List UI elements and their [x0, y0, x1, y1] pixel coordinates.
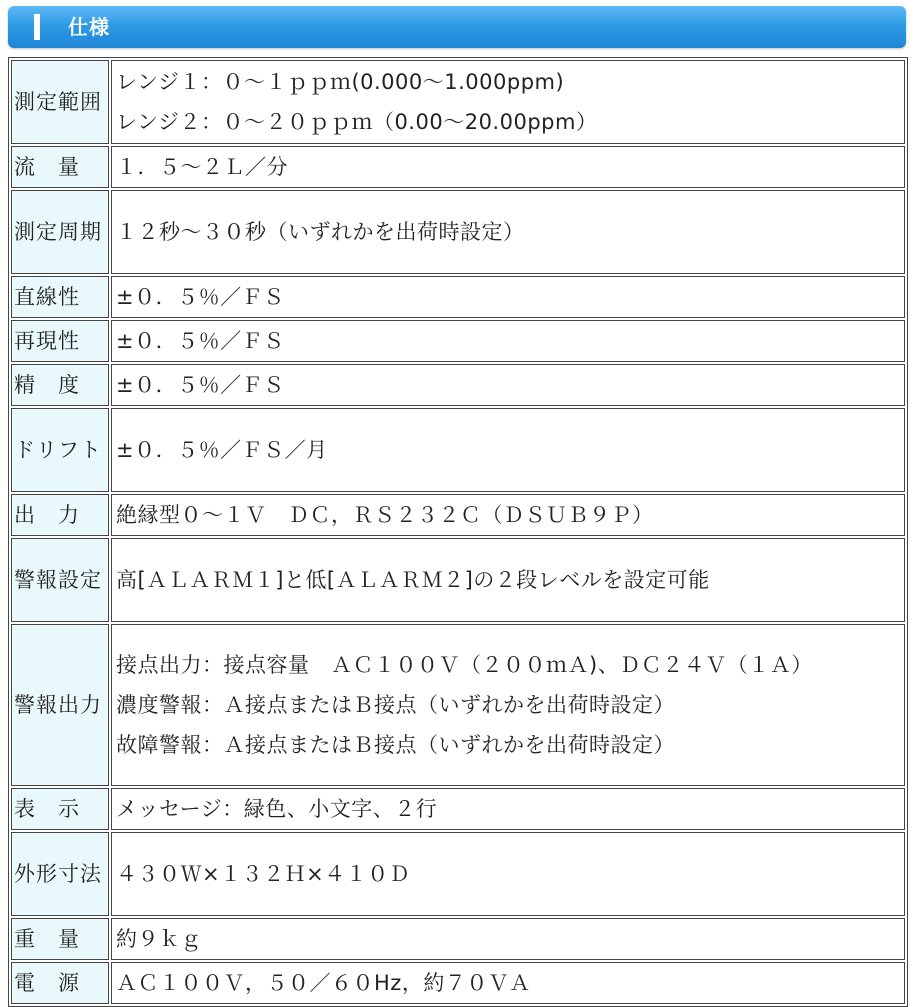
spec-value: [111, 60, 905, 144]
spec-value-line: ±０．５％／ＦＳ: [116, 373, 285, 397]
spec-label: 出 力: [11, 494, 109, 536]
spec-row: [11, 494, 905, 536]
spec-value: [111, 320, 905, 362]
section-header: [8, 6, 906, 48]
spec-row: [11, 276, 905, 318]
spec-row: [11, 408, 905, 492]
spec-label: 直線性: [11, 276, 109, 318]
spec-row: [11, 538, 905, 622]
spec-value-line: 接点出力：接点容量 ＡＣ１００Ｖ（２００ｍＡ)、ＤＣ２４Ｖ（１Ａ）: [116, 653, 813, 677]
spec-label: 精 度: [11, 364, 109, 406]
spec-label: 警報設定: [11, 538, 109, 622]
header-bar-icon: [34, 14, 40, 40]
spec-value: [111, 962, 905, 1004]
spec-value-line: ±０．５％／ＦＳ: [116, 285, 285, 309]
spec-value-line: 故障警報：Ａ接点またはＢ接点（いずれかを出荷時設定）: [116, 733, 675, 757]
spec-row: [11, 190, 905, 274]
spec-value-line: 高[ＡＬＡＲＭ１]と低[ＡＬＡＲＭ２]の２段レベルを設定可能: [116, 568, 710, 592]
section-title: 仕様: [68, 15, 110, 39]
spec-value-line: ±０．５％／ＦＳ: [116, 329, 285, 353]
spec-value-line: レンジ２：０～２０ｐｐｍ（0.00～20.00ppm）: [116, 110, 598, 134]
spec-value: [111, 276, 905, 318]
spec-row: [11, 320, 905, 362]
spec-value: [111, 408, 905, 492]
spec-value: [111, 364, 905, 406]
spec-label: 重 量: [11, 918, 109, 960]
spec-row: [11, 624, 905, 786]
spec-table: [8, 57, 908, 1007]
spec-table-body: [11, 60, 905, 1004]
spec-row: [11, 146, 905, 188]
spec-value-line: １２秒～３０秒（いずれかを出荷時設定）: [116, 220, 525, 244]
spec-label: 流 量: [11, 146, 109, 188]
spec-value-line: ＡＣ１００Ｖ，５０／６０Hz，約７０ＶＡ: [116, 971, 531, 995]
spec-row: [11, 962, 905, 1004]
spec-value-line: ４３０Ｗ×１３２Ｈ×４１０Ｄ: [116, 862, 411, 886]
spec-value: [111, 788, 905, 830]
spec-value-line: メッセージ：緑色、小文字、２行: [116, 797, 438, 821]
spec-value: [111, 146, 905, 188]
spec-row: [11, 364, 905, 406]
spec-label: 測定範囲: [11, 60, 109, 144]
spec-value-line: 絶縁型０～１Ｖ ＤＣ，ＲＳ２３２Ｃ（ＤＳＵＢ９Ｐ）: [116, 503, 654, 527]
spec-value-line: 濃度警報：Ａ接点またはＢ接点（いずれかを出荷時設定）: [116, 693, 675, 717]
spec-value: [111, 832, 905, 916]
spec-value-line: レンジ１：０～１ｐｐｍ(0.000～1.000ppm): [116, 70, 565, 94]
spec-label: 表 示: [11, 788, 109, 830]
spec-label: ドリフト: [11, 408, 109, 492]
spec-row: [11, 788, 905, 830]
spec-value: [111, 494, 905, 536]
spec-label: 再現性: [11, 320, 109, 362]
spec-value: [111, 918, 905, 960]
spec-row: [11, 60, 905, 144]
spec-row: [11, 918, 905, 960]
spec-label: 測定周期: [11, 190, 109, 274]
spec-value: [111, 624, 905, 786]
spec-row: [11, 832, 905, 916]
spec-value-line: １．５～２Ｌ／分: [116, 155, 288, 179]
spec-value: [111, 538, 905, 622]
spec-value-line: 約９ｋｇ: [116, 927, 202, 951]
spec-label: 外形寸法: [11, 832, 109, 916]
spec-label: 電 源: [11, 962, 109, 1004]
spec-value-line: ±０．５％／ＦＳ／月: [116, 438, 328, 462]
spec-value: [111, 190, 905, 274]
spec-label: 警報出力: [11, 624, 109, 786]
